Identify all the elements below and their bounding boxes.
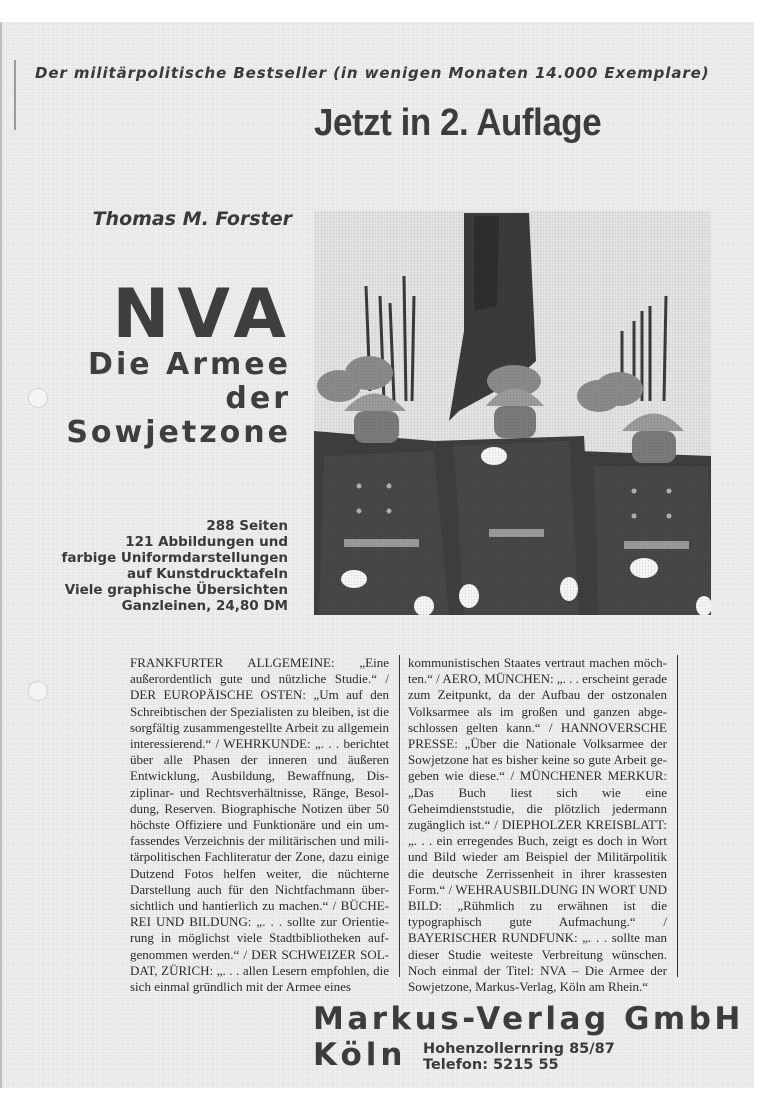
edition-headline: Jetzt in 2. Auflage (314, 102, 602, 144)
publisher-city: Köln (313, 1037, 407, 1073)
soldiers-photo-illustration (314, 211, 711, 615)
press-reviews (130, 655, 678, 995)
spec-price: Ganzleinen, 24,80 DM (121, 598, 288, 614)
margin-mark (14, 60, 16, 130)
bestseller-tagline: Der militärpolitische Bestseller (in wenigen Monaten 14.000 Exemplare) (35, 64, 710, 82)
book-title-block (40, 275, 294, 450)
publisher-address (423, 1041, 615, 1073)
spec-pages: 288 Seiten (206, 518, 288, 534)
publisher-phone: Telefon: 5215 55 (423, 1057, 559, 1073)
book-subtitle-line: der (225, 381, 291, 416)
publisher-street: Hohenzollernring 85/87 (423, 1041, 615, 1057)
book-subtitle-line: Die Armee (88, 347, 291, 382)
author-name: Thomas M. Forster (92, 208, 292, 230)
reviews-column-right: kommunistischen Staates vertraut machen möchten.“ / AERO, MÜNCHEN: „. . . erscheint gerade zum Zeitpunkt, da der Aufbau der ostzonalen Volksarmee als im großen und ganzen abgeschlossen gelten kann.“ / HANNOVERSCHE PRESSE: „Über die Nationale Volksarmee der Sowjetzone hat es bisher keine so gute Arbeit gegeben wie diese.“ / MÜNCHENER MERKUR: „Das Buch liest sich wie eine Geheimdienststudie, die plötzlich jedermann zugänglich ist.“ / DIEPHOLZER KREISBLATT: „. . . ein erregendes Buch, zeigt es doch in Wort und Bild wieder am Beispiel der Militärpolitik die deutsche Zerrissenheit in ihrer krassesten Form.“ / WEHRAUSBILDUNG IN WORT UND BILD: „Rühmlich zu erwähnen ist die typographisch gute Aufmachung.“ / BAYERISCHER RUNDFUNK: „. . . sollte man dieser Studie weiteste Verbreitung wünschen. Noch einmal der Titel: NVA – Die Armee der Sowjetzone, Markus-Verlag, Köln am Rhein.“ (400, 655, 678, 977)
soldiers-photo (314, 211, 711, 615)
spec-illustrations: 121 Abbildungen und (125, 534, 288, 550)
reviews-column-left: FRANKFURTER ALLGEMEINE: „Eine außerordentlich gute und nützliche Studie.“ / DER EUROPÄISCHE OSTEN: „Um auf den Schreibtischen der Spezialisten zu bleiben, ist die sorgfältig zusammengestellte Arbeit zu allgemein interessierend.“ / WEHRKUNDE: „. . . berichtet über alle Phasen der inneren und äußeren Entwicklung, Ausbildung, Bewaffnung, Disziplinar- und Rechtsverhältnisse, Ränge, Besoldung, Reserven. Biographische Notizen über 50 höchste Offiziere und Funktionäre und ein umfassendes Verzeichnis der militärischen und militärpolitischen Fachliteratur der Zone, dazu einige Dutzend Fotos helfen weiter, die nüchterne Darstellung auch für den Nichtfachmann übersichtlich und hantierlich zu machen.“ / BÜCHEREI UND BILDUNG: „. . . sollte zur Orientierung in möglichst viele Stadtbibliotheken aufgenommen werden.“ / DER SCHWEIZER SOLDAT, ZÜRICH: „. . . allen Lesern empfohlen, die sich einmal gründlich mit der Armee eines (130, 655, 400, 977)
book-title: NVA (112, 275, 294, 354)
spec-uniform-plates: farbige Uniformdarstellungen (61, 550, 288, 566)
book-specs (40, 518, 288, 614)
spec-art-paper: auf Kunstdrucktafeln (127, 566, 288, 582)
book-subtitle-line: Sowjetzone (66, 415, 291, 450)
hole-punch-mark (28, 681, 48, 701)
spec-graphics: Viele graphische Übersichten (64, 582, 288, 598)
publisher-name: Markus-Verlag GmbH (313, 1001, 744, 1037)
